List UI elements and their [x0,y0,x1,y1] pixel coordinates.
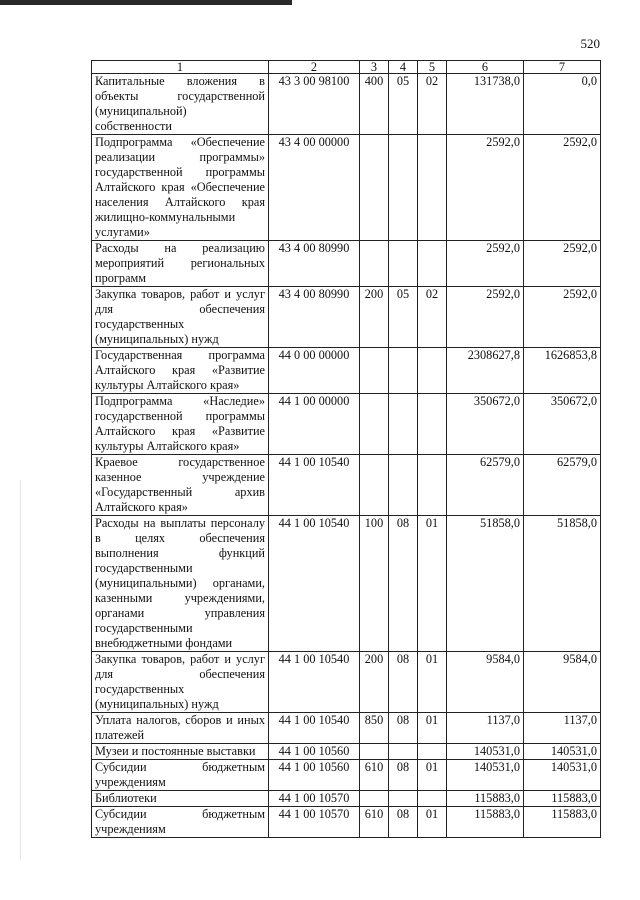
cell-amount-1: 131738,0 [447,74,524,135]
cell-section [389,241,418,287]
cell-amount-2: 1626853,8 [524,348,601,394]
cell-amount-2: 140531,0 [524,760,601,791]
cell-section [389,744,418,760]
cell-amount-1: 140531,0 [447,744,524,760]
cell-section: 08 [389,713,418,744]
table-row [92,807,601,838]
cell-target-code: 44 1 00 10560 [269,760,360,791]
cell-subsection [418,744,447,760]
cell-amount-1: 2592,0 [447,287,524,348]
cell-item-name: Закупка товаров, работ и услуг для обеспечения государственных (муниципальных) нужд [92,287,269,348]
cell-amount-2: 140531,0 [524,744,601,760]
table-row [92,791,601,807]
cell-expense-type [360,791,389,807]
cell-amount-1: 350672,0 [447,394,524,455]
cell-amount-1: 115883,0 [447,791,524,807]
cell-subsection: 01 [418,807,447,838]
cell-amount-2: 115883,0 [524,791,601,807]
cell-amount-1: 2592,0 [447,135,524,241]
cell-expense-type: 400 [360,74,389,135]
table-row [92,744,601,760]
cell-section [389,394,418,455]
cell-target-code: 44 1 00 10540 [269,713,360,744]
cell-item-name: Краевое государственное казенное учреждение «Государственный архив Алтайского края» [92,455,269,516]
cell-item-name: Музеи и постоянные выставки [92,744,269,760]
cell-subsection [418,791,447,807]
header-col-6: 6 [447,61,524,74]
table-row [92,74,601,135]
table-row [92,760,601,791]
cell-item-name: Библиотеки [92,791,269,807]
cell-expense-type: 200 [360,652,389,713]
cell-expense-type [360,135,389,241]
cell-section: 08 [389,516,418,652]
cell-expense-type: 200 [360,287,389,348]
scan-edge-bar [0,0,292,5]
cell-item-name: Расходы на реализацию мероприятий региональных программ [92,241,269,287]
cell-item-name: Закупка товаров, работ и услуг для обеспечения государственных (муниципальных) нужд [92,652,269,713]
cell-subsection [418,394,447,455]
cell-target-code: 43 3 00 98100 [269,74,360,135]
cell-amount-1: 62579,0 [447,455,524,516]
cell-subsection [418,241,447,287]
cell-subsection: 02 [418,74,447,135]
cell-amount-2: 9584,0 [524,652,601,713]
cell-section: 08 [389,652,418,713]
table-row [92,287,601,348]
cell-amount-1: 2308627,8 [447,348,524,394]
cell-target-code: 43 4 00 80990 [269,287,360,348]
header-col-1: 1 [92,61,269,74]
cell-section: 08 [389,760,418,791]
cell-subsection: 02 [418,287,447,348]
table-header-row [92,61,601,74]
cell-section: 05 [389,74,418,135]
cell-target-code: 44 1 00 00000 [269,394,360,455]
cell-expense-type: 610 [360,807,389,838]
cell-item-name: Субсидии бюджетным учреждениям [92,760,269,791]
cell-section: 08 [389,807,418,838]
cell-section [389,791,418,807]
cell-section: 05 [389,287,418,348]
cell-expense-type: 610 [360,760,389,791]
cell-item-name: Подпрограмма «Обеспечение реализации программы» государственной программы Алтайского края «Обеспечение населения Алтайского края жилищно-коммунальными услугами» [92,135,269,241]
cell-expense-type: 850 [360,713,389,744]
cell-target-code: 44 1 00 10570 [269,791,360,807]
budget-table [91,60,601,838]
cell-item-name: Уплата налогов, сборов и иных платежей [92,713,269,744]
cell-target-code: 43 4 00 80990 [269,241,360,287]
header-col-4: 4 [389,61,418,74]
cell-amount-2: 1137,0 [524,713,601,744]
table-row [92,348,601,394]
cell-target-code: 43 4 00 00000 [269,135,360,241]
cell-expense-type [360,455,389,516]
cell-amount-1: 2592,0 [447,241,524,287]
cell-amount-2: 62579,0 [524,455,601,516]
table-row [92,241,601,287]
cell-item-name: Субсидии бюджетным учреждениям [92,807,269,838]
cell-amount-2: 2592,0 [524,287,601,348]
cell-subsection: 01 [418,760,447,791]
table-body [92,74,601,838]
cell-amount-1: 9584,0 [447,652,524,713]
cell-amount-1: 51858,0 [447,516,524,652]
cell-item-name: Капитальные вложения в объекты государственной (муниципальной) собственности [92,74,269,135]
cell-subsection: 01 [418,713,447,744]
cell-section [389,348,418,394]
cell-item-name: Подпрограмма «Наследие» государственной программы Алтайского края «Развитие культуры Алтайского края» [92,394,269,455]
cell-amount-2: 51858,0 [524,516,601,652]
cell-section [389,135,418,241]
cell-subsection [418,348,447,394]
cell-expense-type [360,348,389,394]
cell-amount-2: 0,0 [524,74,601,135]
header-col-3: 3 [360,61,389,74]
cell-target-code: 44 1 00 10540 [269,516,360,652]
cell-expense-type: 100 [360,516,389,652]
table-row [92,713,601,744]
page-number: 520 [580,36,600,51]
cell-amount-2: 2592,0 [524,135,601,241]
header-col-2: 2 [269,61,360,74]
cell-amount-1: 140531,0 [447,760,524,791]
cell-amount-1: 115883,0 [447,807,524,838]
cell-expense-type [360,394,389,455]
cell-target-code: 44 0 00 00000 [269,348,360,394]
table-row [92,394,601,455]
table-row [92,516,601,652]
cell-amount-2: 350672,0 [524,394,601,455]
cell-section [389,455,418,516]
cell-expense-type [360,241,389,287]
cell-amount-2: 115883,0 [524,807,601,838]
cell-subsection [418,135,447,241]
cell-target-code: 44 1 00 10540 [269,455,360,516]
cell-target-code: 44 1 00 10540 [269,652,360,713]
cell-subsection [418,455,447,516]
cell-target-code: 44 1 00 10560 [269,744,360,760]
table-row [92,652,601,713]
header-col-5: 5 [418,61,447,74]
scan-margin-line [20,480,21,860]
cell-subsection: 01 [418,652,447,713]
cell-item-name: Расходы на выплаты персоналу в целях обеспечения выполнения функций государственными (муниципальными) органами, казенными учреждениями, органами управления государственными внебюджетными фондами [92,516,269,652]
cell-expense-type [360,744,389,760]
cell-item-name: Государственная программа Алтайского края «Развитие культуры Алтайского края» [92,348,269,394]
cell-amount-2: 2592,0 [524,241,601,287]
table-row [92,135,601,241]
cell-amount-1: 1137,0 [447,713,524,744]
header-col-7: 7 [524,61,601,74]
table-row [92,455,601,516]
cell-subsection: 01 [418,516,447,652]
cell-target-code: 44 1 00 10570 [269,807,360,838]
